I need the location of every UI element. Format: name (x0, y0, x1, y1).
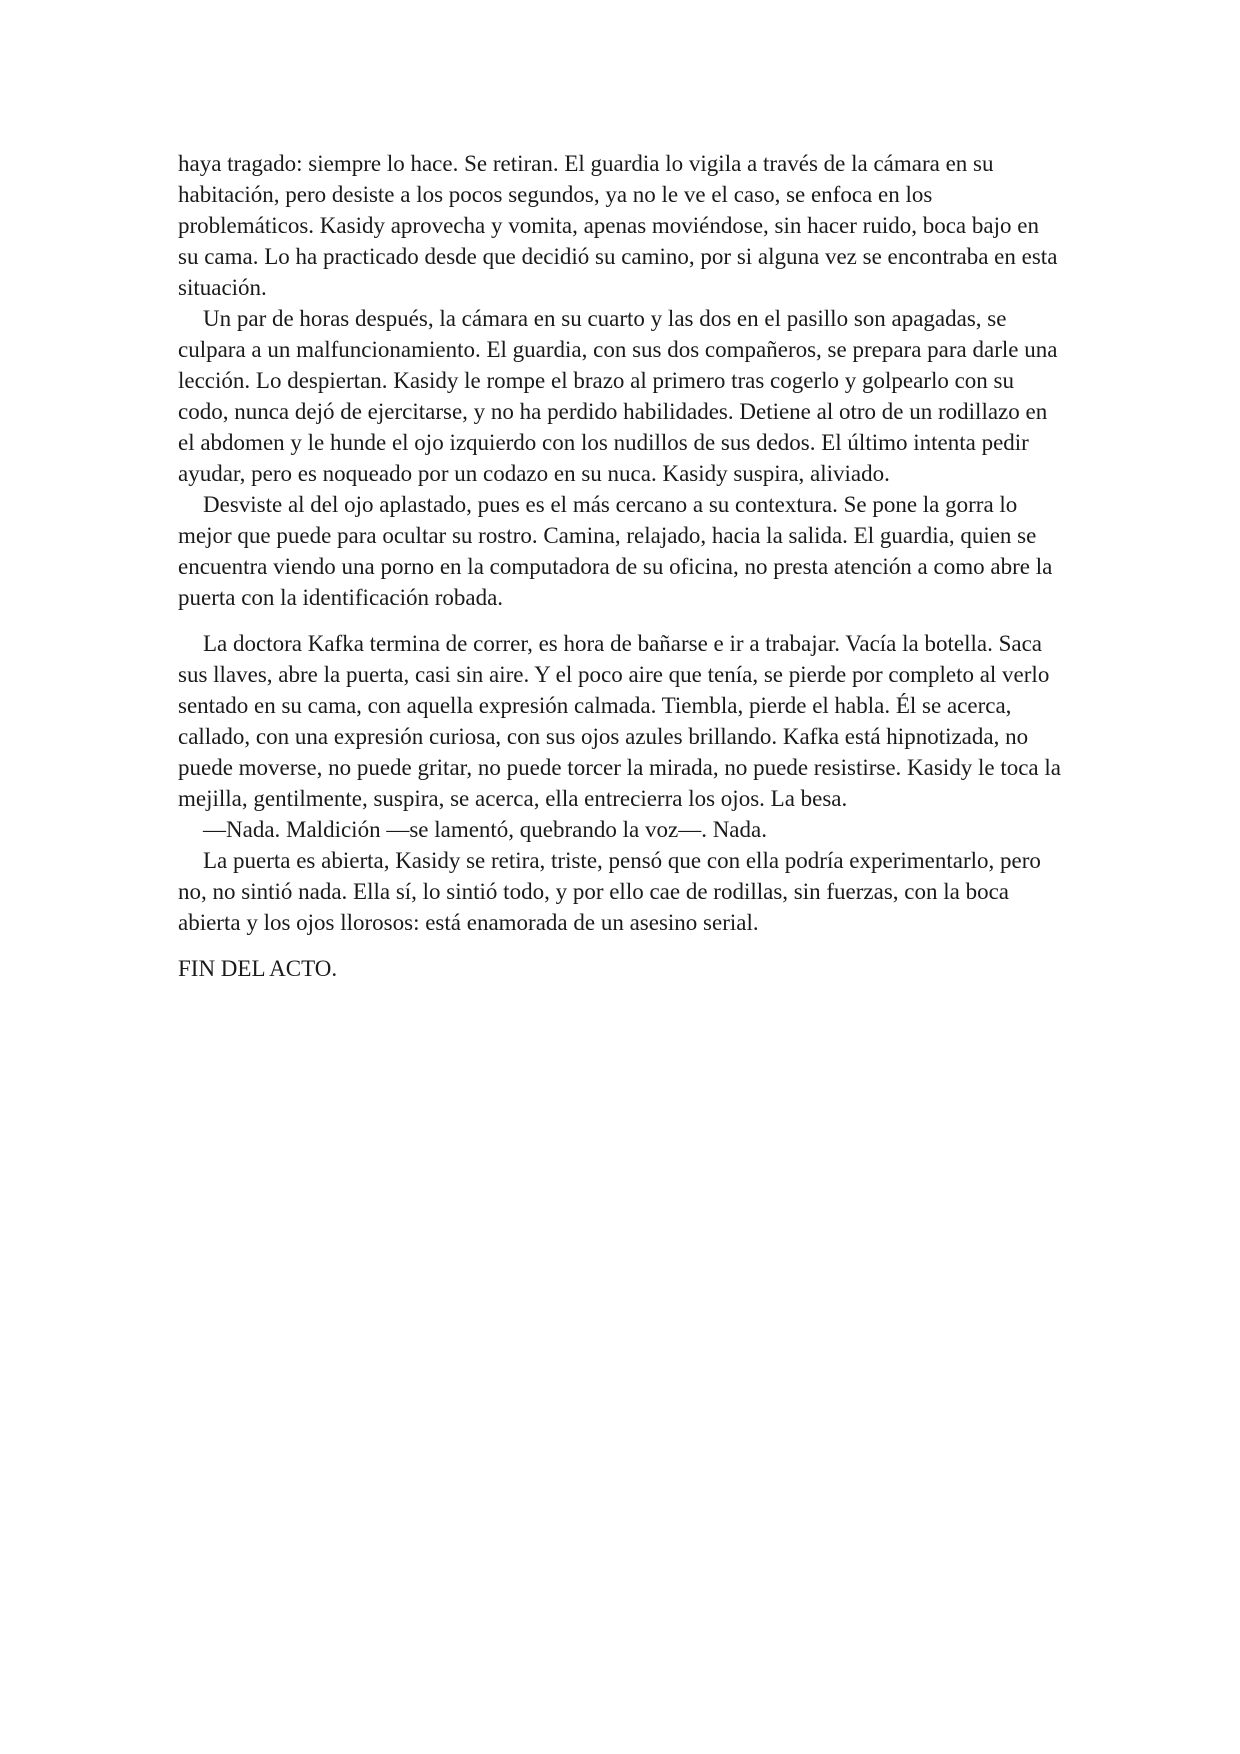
paragraph-escape: Desviste al del ojo aplastado, pues es el más cercano a su contextura. Se pone la gorra lo mejor que puede para ocultar su rostro. Camina, relajado, hacia la salida. El guardia, quien se encuentra viendo una porno en la computadora de su oficina, no presta atención a como abre la puerta con la identificación robada. (178, 492, 1053, 610)
paragraph-continuation: haya tragado: siempre lo hace. Se retiran. El guardia lo vigila a través de la cámara en su habitación, pero desiste a los pocos segundos, ya no le ve el caso, se enfoca en los problemáticos. Kasidy aprovecha y vomita, apenas moviéndose, sin hacer ruido, boca bajo en su cama. Lo ha practicado desde que decidió su camino, por si alguna vez se encontraba en esta situación. (178, 151, 1058, 300)
paragraph-ending: La puerta es abierta, Kasidy se retira, triste, pensó que con ella podría experimentarlo, pero no, no sintió nada. Ella sí, lo sintió todo, y por ello cae de rodillas, sin fuerzas, con la boca abierta y los ojos llorosos: está enamorada de un asesino serial. (178, 848, 1041, 935)
paragraph-doctor-kafka: La doctora Kafka termina de correr, es hora de bañarse e ir a trabajar. Vacía la botella. Saca sus llaves, abre la puerta, casi sin aire. Y el poco aire que tenía, se pierde por completo al verlo sentado en su cama, con aquella expresión calmada. Tiembla, pierde el habla. Él se acerca, callado, con una expresión curiosa, con sus ojos azules brillando. Kafka está hipnotizada, no puede moverse, no puede gritar, no puede torcer la mirada, no puede resistirse. Kasidy le toca la mejilla, gentilmente, suspira, se acerca, ella entrecierra los ojos. La besa. (178, 631, 1061, 811)
end-of-act: FIN DEL ACTO. (178, 956, 338, 981)
paragraph-dialogue: —Nada. Maldición —se lamentó, quebrando la voz—. Nada. (203, 817, 767, 842)
document-body (178, 148, 1063, 984)
paragraph-camera-off: Un par de horas después, la cámara en su cuarto y las dos en el pasillo son apagadas, se culpara a un malfuncionamiento. El guardia, con sus dos compañeros, se prepara para darle una lección. Lo despiertan. Kasidy le rompe el brazo al primero tras cogerlo y golpearlo con su codo, nunca dejó de ejercitarse, y no ha perdido habilidades. Detiene al otro de un rodillazo en el abdomen y le hunde el ojo izquierdo con los nudillos de sus dedos. El último intenta pedir ayudar, pero es noqueado por un codazo en su nuca. Kasidy suspira, aliviado. (178, 306, 1058, 486)
